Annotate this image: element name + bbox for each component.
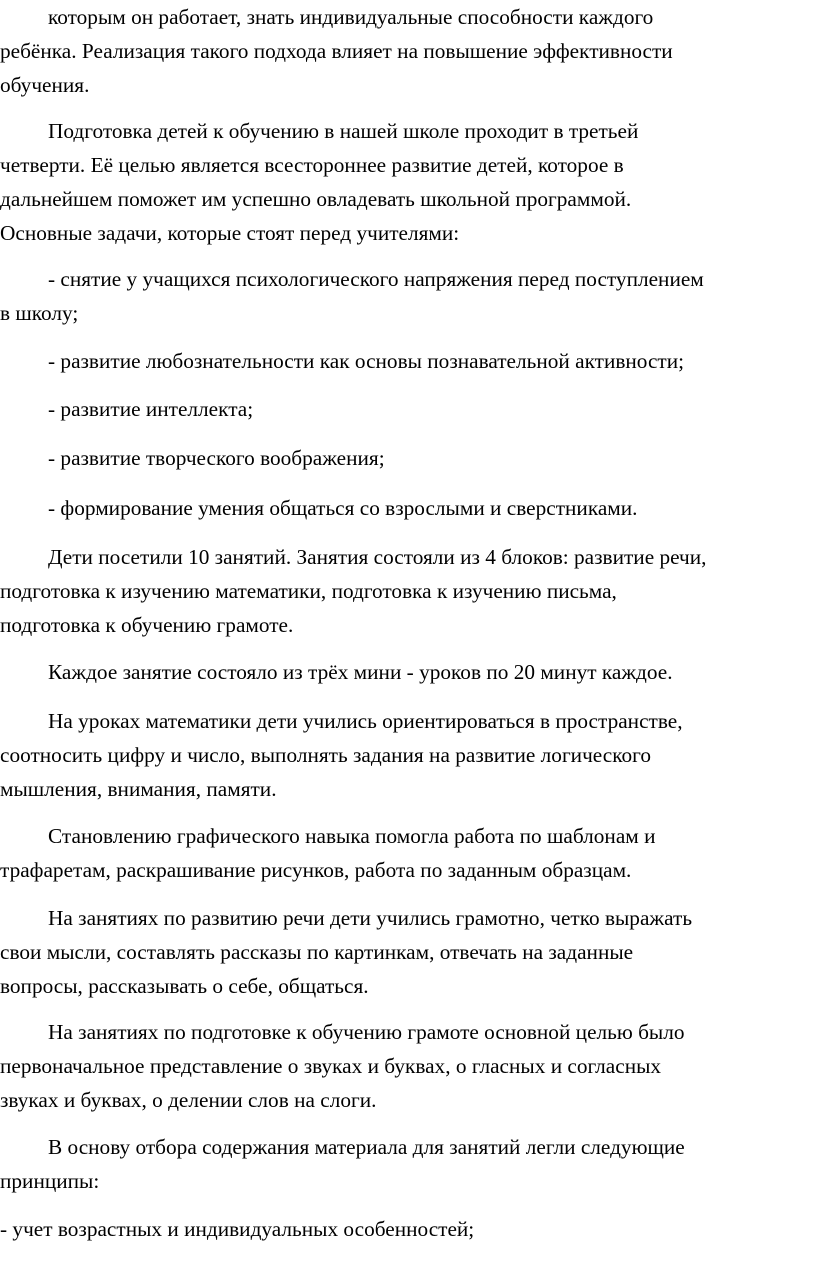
paragraph-line: которым он работает, знать индивидуальные способности каждого bbox=[48, 5, 654, 29]
paragraph-line: четверти. Её целью является всестороннее развитие детей, которое в bbox=[0, 153, 624, 177]
task-item-5 bbox=[0, 491, 812, 525]
task-item-1 bbox=[0, 262, 812, 330]
task-item-4 bbox=[0, 441, 812, 475]
paragraph-line: дальнейшем поможет им успешно овладевать школьной программой. bbox=[0, 187, 632, 211]
paragraph-line: На занятиях по подготовке к обучению грамоте основной целью было bbox=[48, 1020, 685, 1044]
paragraph-line: обучения. bbox=[0, 73, 90, 97]
paragraph-line: Подготовка детей к обучению в нашей школе проходит в третьей bbox=[48, 119, 639, 143]
list-item-line: - снятие у учащихся психологического напряжения перед поступлением bbox=[48, 267, 704, 291]
paragraph-line: В основу отбора содержания материала для занятий легли следующие bbox=[48, 1135, 685, 1159]
paragraph-6 bbox=[0, 819, 812, 887]
paragraph-line: принципы: bbox=[0, 1169, 100, 1193]
paragraph-line: Основные задачи, которые стоят перед учителями: bbox=[0, 221, 460, 245]
paragraph-2 bbox=[0, 114, 812, 250]
paragraph-line: На занятиях по развитию речи дети учились грамотно, четко выражать bbox=[48, 906, 693, 930]
paragraph-8 bbox=[0, 1015, 812, 1117]
task-item-3 bbox=[0, 392, 812, 426]
paragraph-9 bbox=[0, 1130, 812, 1198]
list-item-line: - учет возрастных и индивидуальных особенностей; bbox=[0, 1217, 475, 1241]
paragraph-line: соотносить цифру и число, выполнять задания на развитие логического bbox=[0, 743, 651, 767]
paragraph-line: На уроках математики дети учились ориентироваться в пространстве, bbox=[48, 709, 683, 733]
paragraph-line: первоначальное представление о звуках и буквах, о гласных и согласных bbox=[0, 1054, 662, 1078]
list-item-line: - развитие интеллекта; bbox=[48, 397, 254, 421]
paragraph-line: Дети посетили 10 занятий. Занятия состояли из 4 блоков: развитие речи, bbox=[48, 545, 707, 569]
paragraph-line: мышления, внимания, памяти. bbox=[0, 777, 277, 801]
paragraph-1 bbox=[0, 0, 812, 102]
paragraph-line: ребёнка. Реализация такого подхода влияет на повышение эффективности bbox=[0, 39, 673, 63]
paragraph-line: Становлению графического навыка помогла работа по шаблонам и bbox=[48, 824, 656, 848]
paragraph-line: свои мысли, составлять рассказы по картинкам, отвечать на заданные bbox=[0, 940, 634, 964]
paragraph-3 bbox=[0, 540, 812, 642]
paragraph-line: трафаретам, раскрашивание рисунков, работа по заданным образцам. bbox=[0, 858, 632, 882]
paragraph-line: Каждое занятие состояло из трёх мини - уроков по 20 минут каждое. bbox=[48, 660, 673, 684]
task-item-2 bbox=[0, 344, 812, 378]
paragraph-line: вопросы, рассказывать о себе, общаться. bbox=[0, 974, 369, 998]
paragraph-line: подготовка к обучению грамоте. bbox=[0, 613, 294, 637]
list-item-line: в школу; bbox=[0, 301, 79, 325]
paragraph-7 bbox=[0, 901, 812, 1003]
principle-item-1 bbox=[0, 1212, 812, 1246]
paragraph-4 bbox=[0, 655, 812, 689]
list-item-line: - развитие любознательности как основы познавательной активности; bbox=[48, 349, 685, 373]
paragraph-5 bbox=[0, 704, 812, 806]
list-item-line: - развитие творческого воображения; bbox=[48, 446, 385, 470]
list-item-line: - формирование умения общаться со взрослыми и сверстниками. bbox=[48, 496, 638, 520]
paragraph-line: звуках и буквах, о делении слов на слоги. bbox=[0, 1088, 377, 1112]
paragraph-line: подготовка к изучению математики, подготовка к изучению письма, bbox=[0, 579, 617, 603]
